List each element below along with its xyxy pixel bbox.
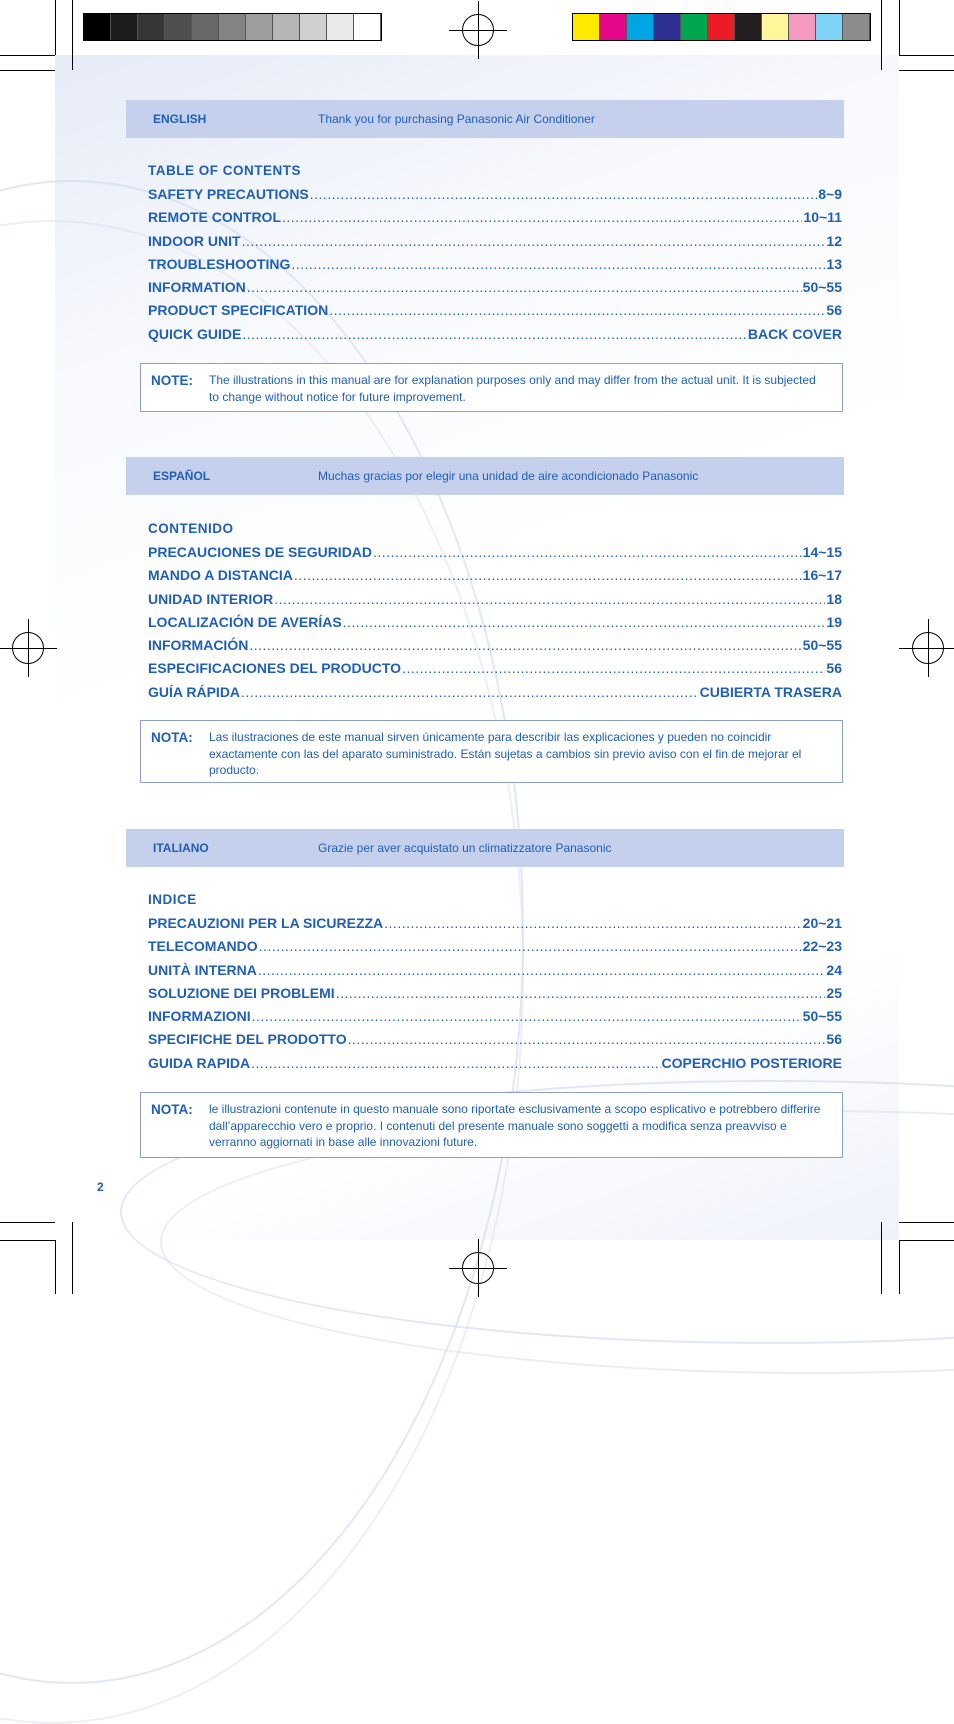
toc-title: TABLE OF CONTENTS — [148, 163, 301, 178]
toc-entry[interactable] — [148, 302, 842, 325]
color-swatch — [681, 14, 708, 40]
note-box — [140, 363, 843, 412]
toc-entry-page: 14~15 — [802, 544, 842, 560]
page-number: 2 — [97, 1180, 104, 1194]
color-swatch — [627, 14, 654, 40]
toc-entry[interactable] — [148, 1055, 842, 1078]
toc-entry[interactable] — [148, 1008, 842, 1031]
toc-entry-page: 50~55 — [802, 279, 842, 296]
thank-you-text: Muchas gracias por elegir una unidad de aire acondicionado Panasonic — [318, 469, 699, 483]
note-label: NOTE: — [151, 373, 193, 388]
color-swatch — [354, 14, 381, 40]
crop-mark — [55, 1240, 56, 1294]
toc-entry-page: 13 — [826, 255, 842, 272]
toc-entry-page: 19 — [826, 613, 842, 630]
toc-entry-page: 22~23 — [802, 938, 842, 955]
toc-entry-page: 50~55 — [802, 637, 842, 654]
toc-entry-label: MANDO A DISTANCIA — [148, 567, 293, 584]
note-text: Las ilustraciones de este manual sirven únicamente para describir las explicaciones y pueden no coincidir exactamente con las del aparato suministrado. Están sujetas a cambios sin previo aviso con el fin de mejorar el producto. — [209, 730, 802, 777]
registration-mark-icon — [912, 632, 944, 664]
crop-mark — [881, 1222, 882, 1294]
dot-leader — [343, 614, 826, 630]
toc-entry[interactable] — [148, 962, 842, 985]
toc-entry-label: ESPECIFICACIONES DEL PRODUCTO — [148, 660, 402, 677]
color-swatch — [843, 14, 870, 40]
toc-entry-label: UNITÀ INTERNA — [148, 961, 257, 978]
toc-entry-page: CUBIERTA TRASERA — [699, 683, 842, 700]
crop-mark — [72, 0, 73, 70]
note-box — [140, 720, 843, 783]
language-label: ENGLISH — [153, 112, 207, 126]
toc-entry-label: PRECAUZIONI PER LA SICUREZZA — [148, 915, 384, 931]
toc-entry[interactable] — [148, 1031, 842, 1054]
dot-leader — [282, 209, 802, 225]
note-label: NOTA: — [151, 1102, 193, 1117]
crop-mark — [899, 55, 954, 56]
toc-entry-label: SAFETY PRECAUTIONS — [148, 186, 309, 202]
toc-entry-page: 50~55 — [802, 1008, 842, 1025]
crop-mark — [72, 1222, 73, 1294]
dot-leader — [242, 233, 826, 249]
crop-mark — [899, 1240, 954, 1241]
color-swatch — [600, 14, 627, 40]
color-swatch — [165, 14, 192, 40]
section-header-english — [126, 100, 844, 138]
toc-entry[interactable] — [148, 938, 842, 961]
dot-leader — [252, 1008, 802, 1024]
dot-leader — [291, 256, 825, 272]
color-swatch — [789, 14, 816, 40]
toc-entry-label: GUIDA RAPIDA — [148, 1054, 251, 1071]
dot-leader — [402, 660, 825, 676]
color-swatch — [192, 14, 219, 40]
crop-mark — [0, 1240, 55, 1241]
toc-entry-label: GUÍA RÁPIDA — [148, 683, 241, 700]
toc-entry[interactable] — [148, 985, 842, 1008]
toc-entry-page: 56 — [826, 1031, 842, 1048]
dot-leader — [294, 567, 802, 583]
color-swatch — [111, 14, 138, 40]
color-swatch — [762, 14, 789, 40]
dot-leader — [348, 1031, 826, 1047]
toc-entry[interactable] — [148, 614, 842, 637]
dot-leader — [242, 326, 747, 342]
color-swatch — [138, 14, 165, 40]
dot-leader — [274, 591, 825, 607]
note-box — [140, 1092, 843, 1158]
crop-mark — [0, 70, 55, 71]
color-swatch — [246, 14, 273, 40]
toc-entry-label: SOLUZIONE DEI PROBLEMI — [148, 984, 335, 1001]
toc-entry-label: QUICK GUIDE — [148, 325, 242, 342]
toc-entry-label: UNIDAD INTERIOR — [148, 590, 274, 607]
toc-entry-label: INFORMACIÓN — [148, 637, 249, 654]
toc-entry-page: 12 — [826, 232, 842, 249]
toc-entry-label: TELECOMANDO — [148, 938, 258, 955]
toc-entry-label: REMOTE CONTROL — [148, 209, 281, 226]
dot-leader — [310, 186, 817, 202]
toc-entry[interactable] — [148, 684, 842, 707]
color-swatch — [300, 14, 327, 40]
color-swatch — [708, 14, 735, 40]
registration-mark-icon — [462, 1252, 494, 1284]
color-swatch — [654, 14, 681, 40]
toc-entry-page: 25 — [826, 984, 842, 1001]
toc-entry-page: 56 — [826, 660, 842, 677]
toc-entry[interactable] — [148, 256, 842, 279]
crop-mark — [899, 1222, 954, 1223]
note-text: le illustrazioni contenute in questo manuale sono riportate esclusivamente a scopo esplicativo e potrebbero differire dall’apparecchio vero e proprio. I contenuti del presente manuale sono soggetti a modifica senza preavviso e verranno aggiornati in base alle innovazioni future. — [209, 1102, 821, 1149]
dot-leader — [258, 962, 826, 978]
toc-entry-label: PRECAUCIONES DE SEGURIDAD — [148, 544, 373, 560]
toc-entry-label: TROUBLESHOOTING — [148, 255, 291, 272]
toc-title: INDICE — [148, 892, 197, 907]
registration-mark-icon — [12, 632, 44, 664]
section-header-italiano — [126, 829, 844, 867]
toc-entry[interactable] — [148, 326, 842, 349]
color-swatch — [84, 14, 111, 40]
toc-entry[interactable] — [148, 637, 842, 660]
color-swatch — [273, 14, 300, 40]
toc-entry-page: COPERCHIO POSTERIORE — [661, 1054, 842, 1071]
color-swatch-bar — [572, 13, 871, 41]
toc-entry[interactable] — [148, 660, 842, 683]
toc-entry-page: BACK COVER — [747, 325, 842, 342]
crop-mark — [55, 0, 56, 55]
dot-leader — [336, 985, 826, 1001]
toc-entry-page: 20~21 — [802, 915, 842, 931]
color-swatch — [327, 14, 354, 40]
table-of-contents — [148, 521, 842, 707]
dot-leader — [251, 1055, 660, 1071]
toc-entry-label: SPECIFICHE DEL PRODOTTO — [148, 1031, 347, 1048]
toc-entry[interactable] — [148, 279, 842, 302]
toc-entry[interactable] — [148, 591, 842, 614]
dot-leader — [249, 637, 801, 653]
toc-entry-label: PRODUCT SPECIFICATION — [148, 302, 329, 319]
toc-entry-page: 8~9 — [818, 186, 842, 202]
dot-leader — [247, 279, 802, 295]
table-of-contents — [148, 163, 842, 349]
toc-entry-page: 18 — [826, 590, 842, 607]
toc-entry[interactable] — [148, 233, 842, 256]
dot-leader — [329, 302, 825, 318]
color-swatch — [219, 14, 246, 40]
color-swatch — [573, 14, 600, 40]
color-swatch — [735, 14, 762, 40]
toc-entry-label: INFORMATION — [148, 279, 246, 296]
crop-mark — [0, 1222, 55, 1223]
toc-entry[interactable] — [148, 186, 842, 209]
crop-mark — [899, 70, 954, 71]
toc-entry[interactable] — [148, 915, 842, 938]
note-label: NOTA: — [151, 730, 193, 745]
dot-leader — [373, 544, 802, 560]
dot-leader — [241, 684, 699, 700]
color-swatch — [816, 14, 843, 40]
toc-title: CONTENIDO — [148, 521, 234, 536]
toc-entry-label: INDOOR UNIT — [148, 232, 241, 249]
table-of-contents — [148, 892, 842, 1078]
crop-mark — [881, 0, 882, 70]
language-label: ITALIANO — [153, 841, 209, 855]
toc-entry[interactable] — [148, 209, 842, 232]
toc-entry-page: 10~11 — [803, 209, 842, 226]
note-text: The illustrations in this manual are for explanation purposes only and may differ from the actual unit. It is subjected to change without notice for future improvement. — [209, 373, 816, 404]
registration-mark-icon — [462, 14, 494, 46]
toc-entry[interactable] — [148, 544, 842, 567]
toc-entry-label: INFORMAZIONI — [148, 1008, 251, 1025]
toc-entry-label: LOCALIZACIÓN DE AVERÍAS — [148, 613, 342, 630]
crop-mark — [0, 55, 55, 56]
toc-entry-page: 56 — [826, 302, 842, 319]
toc-entry-page: 16~17 — [802, 567, 842, 584]
dot-leader — [259, 938, 802, 954]
toc-entry-page: 24 — [826, 961, 842, 978]
grayscale-swatch-bar — [83, 13, 382, 41]
language-label: ESPAÑOL — [153, 469, 211, 483]
dot-leader — [384, 915, 802, 931]
thank-you-text: Thank you for purchasing Panasonic Air Conditioner — [318, 112, 595, 126]
thank-you-text: Grazie per aver acquistato un climatizzatore Panasonic — [318, 841, 612, 855]
section-header-espanol — [126, 457, 844, 495]
crop-mark — [899, 0, 900, 55]
crop-mark — [899, 1240, 900, 1294]
toc-entry[interactable] — [148, 567, 842, 590]
